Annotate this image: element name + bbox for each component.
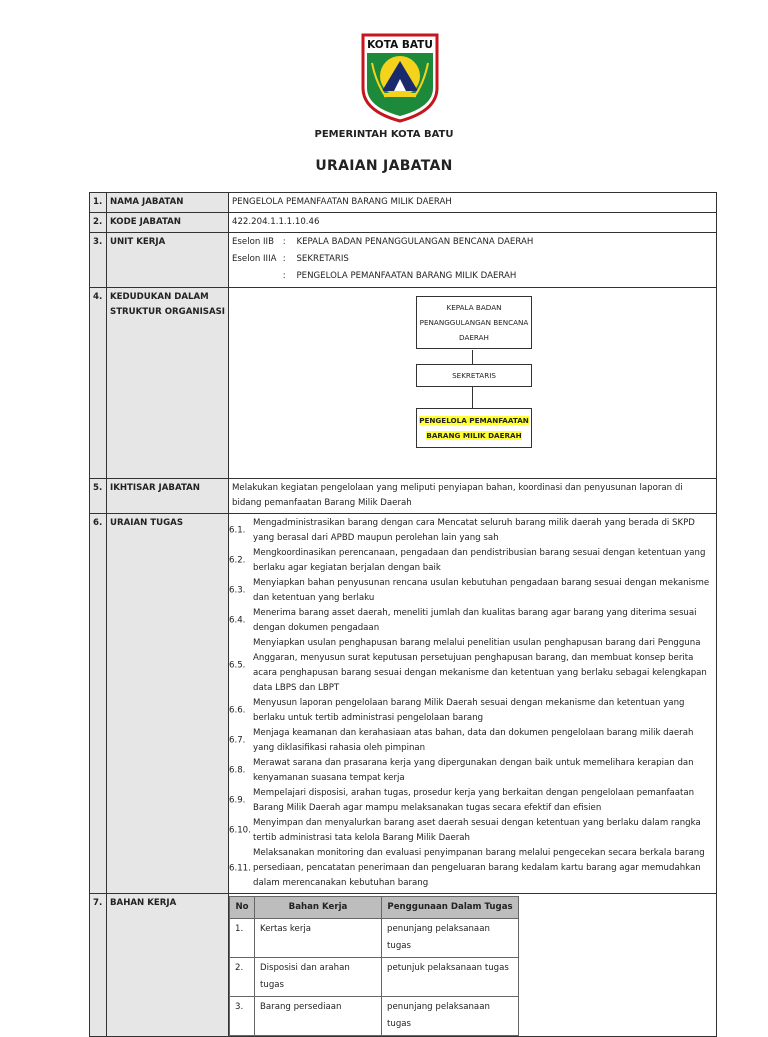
- column-header: Bahan Kerja: [255, 897, 382, 919]
- unit-level: Eselon IIIA: [232, 254, 277, 264]
- task-number: 6.7.: [229, 735, 246, 746]
- document-title: URAIAN JABATAN: [315, 158, 453, 174]
- task-number: 6.10.: [229, 825, 251, 836]
- org-box-sekretaris-label: SEKRETARIS: [452, 371, 496, 380]
- task-text: Melaksanakan monitoring dan evaluasi penyimpanan barang melalui pengecekan secara berkala barang persediaan, pencatatan penerimaan dan pengeluaran barang kedalam kartu barang agar memudahkan dalam merencanakan kebutuhan barang: [253, 848, 705, 888]
- row-unit-kerja: [90, 233, 717, 288]
- row-number: 3.: [90, 233, 107, 288]
- bahan-kerja-cell: [229, 894, 717, 1037]
- kota-batu-emblem: [360, 33, 440, 123]
- task-item: [231, 756, 713, 786]
- row-kode-jabatan: [90, 213, 717, 233]
- table-row: [230, 919, 519, 958]
- task-number: 6.5.: [229, 660, 246, 671]
- org-chart: [229, 288, 716, 478]
- row-number: 5.: [90, 479, 107, 514]
- row-number: 6.: [90, 514, 107, 894]
- task-text: Menjaga keamanan dan kerahasiaan atas bahan, data dan dokumen pengelolaan barang milik daerah yang diklasifikasi rahasia oleh pimpinan: [253, 728, 694, 753]
- task-item: [231, 786, 713, 816]
- row-kedudukan: [90, 288, 717, 479]
- cell-no: 1.: [230, 919, 255, 958]
- unit-sep: :: [282, 271, 286, 281]
- org-box-pengelola-label: PENGELOLA PEMANFAATAN BARANG MILIK DAERAH: [419, 416, 529, 440]
- cell-bahan: Disposisi dan arahan tugas: [255, 958, 382, 997]
- cell-no: 3.: [230, 997, 255, 1036]
- bahan-kerja-table: [229, 896, 519, 1036]
- task-list: [231, 516, 713, 891]
- job-description-table: [89, 192, 717, 1037]
- row-uraian-tugas: [90, 514, 717, 894]
- task-text: Menyusun laporan pengelolaan barang Milik Daerah sesuai dengan mekanisme dan ketentuan yang berlaku untuk tertib administrasi pengelolaan barang: [253, 698, 685, 723]
- unit-value: KEPALA BADAN PENANGGULANGAN BENCANA DAERAH: [296, 237, 534, 247]
- task-number: 6.3.: [229, 585, 246, 596]
- row-value: Melakukan kegiatan pengelolaan yang meliputi penyiapan bahan, koordinasi dan penyusunan laporan di bidang pemanfaatan Barang Milik Daerah: [229, 479, 717, 514]
- task-item: [231, 546, 713, 576]
- row-label: UNIT KERJA: [107, 233, 229, 288]
- task-item: [231, 726, 713, 756]
- row-label: BAHAN KERJA: [107, 894, 229, 1037]
- row-ikhtisar: [90, 479, 717, 514]
- task-item: [231, 696, 713, 726]
- cell-bahan: Barang persediaan: [255, 997, 382, 1036]
- task-text: Merawat sarana dan prasarana kerja yang dipergunakan dengan baik untuk memelihara kerapian dan kenyamanan suasana tempat kerja: [253, 758, 694, 783]
- task-text: Mengadministrasikan barang dengan cara Mencatat seluruh barang milik daerah yang berada di SKPD yang berasal dari APBD maupun perolehan lain yang sah: [253, 518, 695, 543]
- unit-line: [232, 234, 713, 251]
- svg-text:KOTA BATU: KOTA BATU: [367, 39, 433, 51]
- unit-sep: :: [282, 254, 286, 264]
- task-text: Mempelajari disposisi, arahan tugas, prosedur kerja yang berkaitan dengan pengelolaan pemanfaatan Barang Milik Daerah agar mampu melaksanakan tugas secara efektif dan efisien: [253, 788, 695, 813]
- row-label: URAIAN TUGAS: [107, 514, 229, 894]
- org-connector: [472, 387, 473, 408]
- row-nama-jabatan: [90, 193, 717, 213]
- cell-guna: petunjuk pelaksanaan tugas: [382, 958, 519, 997]
- bahan-kerja-header: [230, 897, 519, 919]
- row-label: NAMA JABATAN: [107, 193, 229, 213]
- table-row: [230, 958, 519, 997]
- task-text: Menerima barang asset daerah, meneliti jumlah dan kualitas barang agar barang yang diterima sesuai dengan dokumen pengadaan: [253, 608, 697, 633]
- row-value: PENGELOLA PEMANFAATAN BARANG MILIK DAERAH: [229, 193, 717, 213]
- task-item: [231, 606, 713, 636]
- org-chart-cell: [229, 288, 717, 479]
- task-text: Menyiapkan usulan penghapusan barang melalui penelitian usulan penghapusan barang dari Pengguna Anggaran, menyusun surat keputusan persetujuan penghapusan barang, dan membuat konsep berita acara penghapusan barang sesuai dengan mekanisme dan ketentuan yang berlaku sebagai kelengkapan data LBPS dan LBPT: [253, 638, 707, 693]
- task-text: Mengkoordinasikan perencanaan, pengadaan dan pendistribusian barang sesuai dengan ketentuan yang berlaku agar kegiatan berjalan dengan baik: [253, 548, 706, 573]
- cell-bahan: Kertas kerja: [255, 919, 382, 958]
- task-item: [231, 846, 713, 891]
- cell-guna: penunjang pelaksanaan tugas: [382, 919, 519, 958]
- row-number: 1.: [90, 193, 107, 213]
- cell-no: 2.: [230, 958, 255, 997]
- unit-line: [232, 251, 713, 268]
- row-bahan-kerja: [90, 894, 717, 1037]
- government-name: PEMERINTAH KOTA BATU: [314, 129, 454, 140]
- task-item: [231, 816, 713, 846]
- task-number: 6.2.: [229, 555, 246, 566]
- column-header: No: [230, 897, 255, 919]
- org-box-kepala: KEPALA BADAN PENANGGULANGAN BENCANA DAERAH: [416, 296, 532, 349]
- task-item: [231, 516, 713, 546]
- row-number: 2.: [90, 213, 107, 233]
- row-label: KEDUDUKAN DALAM STRUKTUR ORGANISASI: [107, 288, 229, 479]
- row-value: 422.204.1.1.1.10.46: [229, 213, 717, 233]
- row-label: IKHTISAR JABATAN: [107, 479, 229, 514]
- row-label: KODE JABATAN: [107, 213, 229, 233]
- task-number: 6.11.: [229, 863, 251, 873]
- task-number: 6.8.: [229, 765, 246, 776]
- row-number: 7.: [90, 894, 107, 1037]
- unit-value: SEKRETARIS: [296, 254, 349, 264]
- cell-guna: penunjang pelaksanaan tugas: [382, 997, 519, 1036]
- column-header: Penggunaan Dalam Tugas: [382, 897, 519, 919]
- org-connector: [472, 350, 473, 364]
- org-box-sekretaris: [416, 364, 532, 387]
- task-list-cell: [229, 514, 717, 894]
- row-number: 4.: [90, 288, 107, 479]
- unit-value: PENGELOLA PEMANFAATAN BARANG MILIK DAERAH: [296, 271, 517, 281]
- row-value: [229, 233, 717, 288]
- task-text: Menyiapkan bahan penyusunan rencana usulan kebutuhan pengadaan barang sesuai dengan mekanisme dan ketentuan yang berlaku: [253, 578, 710, 603]
- org-box-pengelola: [416, 408, 532, 448]
- unit-line: [232, 268, 713, 285]
- task-item: [231, 576, 713, 606]
- table-row: [230, 997, 519, 1036]
- task-number: 6.9.: [229, 795, 246, 806]
- task-number: 6.4.: [229, 615, 246, 626]
- task-item: [231, 636, 713, 696]
- task-number: 6.6.: [229, 705, 246, 716]
- unit-level: Eselon IIB: [232, 237, 274, 247]
- task-number: 6.1.: [229, 525, 246, 536]
- task-text: Menyimpan dan menyalurkan barang aset daerah sesuai dengan ketentuan yang berlaku dalam rangka tertib administrasi tata kelola Barang Milik Daerah: [253, 818, 701, 843]
- unit-sep: :: [282, 237, 286, 247]
